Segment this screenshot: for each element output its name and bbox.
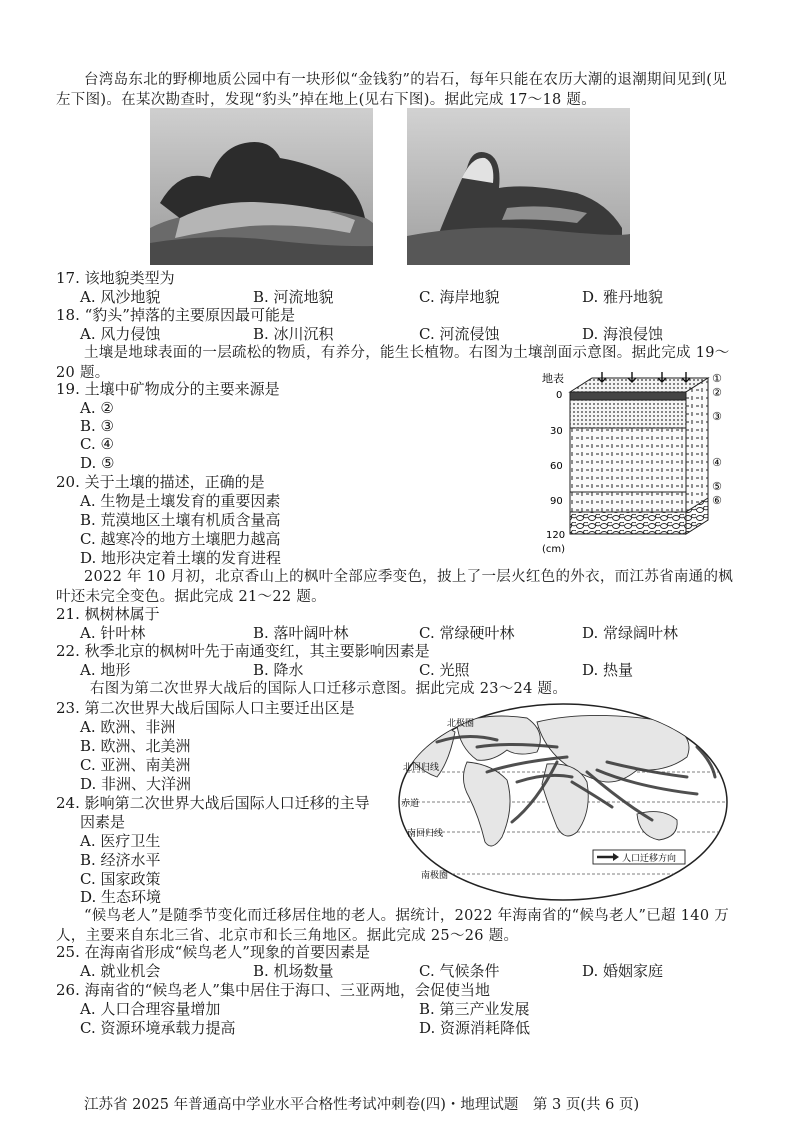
q25-option-a[interactable]: A. 就业机会 <box>80 962 161 980</box>
q18-option-c[interactable]: C. 河流侵蚀 <box>419 325 500 343</box>
q19-option-b[interactable]: B. ③ <box>80 417 115 435</box>
q18-option-d[interactable]: D. 海浪侵蚀 <box>582 325 664 343</box>
map-label-equator: 赤道 <box>401 799 420 809</box>
q24-option-c[interactable]: C. 国家政策 <box>80 870 161 888</box>
soil-depth-120: 120 <box>546 530 566 541</box>
intro-23-24: 右图为第二次世界大战后的国际人口迁移示意图。据此完成 23～24 题。 <box>90 681 568 697</box>
intro-25-26: “候鸟老人”是随季节变化而迁移居住地的老人。据统计，2022 年海南省的“候鸟老人”已超 140 万人，主要来自东北三省、北京市和长三角地区。据此完成 25～26 题。 <box>56 908 730 944</box>
q24-option-a[interactable]: A. 医疗卫生 <box>80 832 161 850</box>
q20-option-b[interactable]: B. 荒漠地区土壤有机质含量高 <box>80 511 281 529</box>
q21-stem: 21. 枫树林属于 <box>56 605 160 623</box>
q20-option-d[interactable]: D. 地形决定着土壤的发育进程 <box>80 549 282 567</box>
q19-option-c[interactable]: C. ④ <box>80 435 114 453</box>
q18-option-a[interactable]: A. 风力侵蚀 <box>80 325 161 343</box>
soil-surface-label: 地表 <box>542 372 564 385</box>
q24-stem-continued: 因素是 <box>80 813 126 831</box>
q21-option-a[interactable]: A. 针叶林 <box>80 624 146 642</box>
map-legend-label: 人口迁移方向 <box>622 854 677 864</box>
q19-stem: 19. 土壤中矿物成分的主要来源是 <box>56 380 280 398</box>
q25-stem: 25. 在海南省形成“候鸟老人”现象的首要因素是 <box>56 943 370 961</box>
q17-option-c[interactable]: C. 海岸地貌 <box>419 288 500 306</box>
q25-option-d[interactable]: D. 婚姻家庭 <box>582 962 664 980</box>
map-label-tropic-cancer: 北回归线 <box>403 763 440 773</box>
q21-option-b[interactable]: B. 落叶阔叶林 <box>253 624 349 642</box>
intro-21-22: 2022 年 10 月初，北京香山上的枫叶全部应季变色，披上了一层火红色的外衣，而江苏省南通的枫叶还未完全变色。据此完成 21～22 题。 <box>56 569 734 605</box>
q17-stem: 17. 该地貌类型为 <box>56 269 175 287</box>
q17-option-b[interactable]: B. 河流地貌 <box>253 288 334 306</box>
q22-option-a[interactable]: A. 地形 <box>80 661 131 679</box>
q17-option-d[interactable]: D. 雅丹地貌 <box>582 288 664 306</box>
soil-layer-4: ④ <box>712 456 722 469</box>
migration-world-map <box>397 702 729 902</box>
soil-depth-90: 90 <box>550 496 563 507</box>
q18-option-b[interactable]: B. 冰川沉积 <box>253 325 334 343</box>
photo-fallen-head <box>407 108 630 265</box>
q23-option-a[interactable]: A. 欧洲、非洲 <box>80 718 176 736</box>
q26-option-c[interactable]: C. 资源环境承载力提高 <box>80 1019 236 1037</box>
q26-option-a[interactable]: A. 人口合理容量增加 <box>80 1000 221 1018</box>
map-label-arctic-circle: 北极圈 <box>447 719 475 729</box>
q24-option-d[interactable]: D. 生态环境 <box>80 888 162 906</box>
q26-option-b[interactable]: B. 第三产业发展 <box>419 1000 530 1018</box>
q17-option-a[interactable]: A. 风沙地貌 <box>80 288 161 306</box>
soil-layer-6: ⑥ <box>712 494 722 507</box>
q24-stem: 24. 影响第二次世界大战后国际人口迁移的主导 <box>56 794 370 812</box>
q26-stem: 26. 海南省的“候鸟老人”集中居住于海口、三亚两地，会促使当地 <box>56 981 490 999</box>
photo-leopard-rock <box>150 108 373 265</box>
q19-option-a[interactable]: A. ② <box>80 399 114 417</box>
q19-option-d[interactable]: D. ⑤ <box>80 454 115 472</box>
q25-option-c[interactable]: C. 气候条件 <box>419 962 500 980</box>
intro-19-20: 土壤是地球表面的一层疏松的物质，有养分，能生长植物。右图为土壤剖面示意图。据此完成 19～20 题。 <box>56 345 730 381</box>
soil-layer-3: ③ <box>712 410 722 423</box>
q22-option-d[interactable]: D. 热量 <box>582 661 634 679</box>
soil-depth-60: 60 <box>550 461 563 472</box>
q21-option-d[interactable]: D. 常绿阔叶林 <box>582 624 679 642</box>
q23-option-d[interactable]: D. 非洲、大洋洲 <box>80 775 192 793</box>
map-label-tropic-capricorn: 南回归线 <box>407 829 444 839</box>
q22-option-b[interactable]: B. 降水 <box>253 661 304 679</box>
soil-layer-2: ② <box>712 386 722 399</box>
soil-depth-unit: (cm) <box>542 544 566 555</box>
q20-option-a[interactable]: A. 生物是土壤发育的重要因素 <box>80 492 281 510</box>
q24-option-b[interactable]: B. 经济水平 <box>80 851 161 869</box>
map-label-antarctic-circle: 南极圈 <box>421 871 449 881</box>
soil-profile-diagram <box>540 370 730 565</box>
q20-option-c[interactable]: C. 越寒冷的地方土壤肥力越高 <box>80 530 281 548</box>
q22-stem: 22. 秋季北京的枫树叶先于南通变红，其主要影响因素是 <box>56 642 430 660</box>
q26-option-d[interactable]: D. 资源消耗降低 <box>419 1019 531 1037</box>
q23-option-b[interactable]: B. 欧洲、北美洲 <box>80 737 191 755</box>
soil-depth-0: 0 <box>556 390 563 401</box>
q25-option-b[interactable]: B. 机场数量 <box>253 962 334 980</box>
q21-option-c[interactable]: C. 常绿硬叶林 <box>419 624 515 642</box>
soil-depth-30: 30 <box>550 426 563 437</box>
q23-stem: 23. 第二次世界大战后国际人口主要迁出区是 <box>56 699 355 717</box>
intro-17-18: 台湾岛东北的野柳地质公园中有一块形似“金钱豹”的岩石，每年只能在农历大潮的退潮期间见到(见左下图)。在某次勘查时，发现“豹头”掉在地上(见右下图)。据此完成 17～18 题。 <box>56 72 727 108</box>
q20-stem: 20. 关于土壤的描述，正确的是 <box>56 473 265 491</box>
q22-option-c[interactable]: C. 光照 <box>419 661 470 679</box>
page-footer: 江苏省 2025 年普通高中学业水平合格性考试冲刺卷(四)・地理试题 第 3 页(共 6 页) <box>84 1097 640 1113</box>
q23-option-c[interactable]: C. 亚洲、南美洲 <box>80 756 191 774</box>
soil-layer-1: ① <box>712 372 722 385</box>
q18-stem: 18. “豹头”掉落的主要原因最可能是 <box>56 306 295 324</box>
soil-layer-5: ⑤ <box>712 480 722 493</box>
